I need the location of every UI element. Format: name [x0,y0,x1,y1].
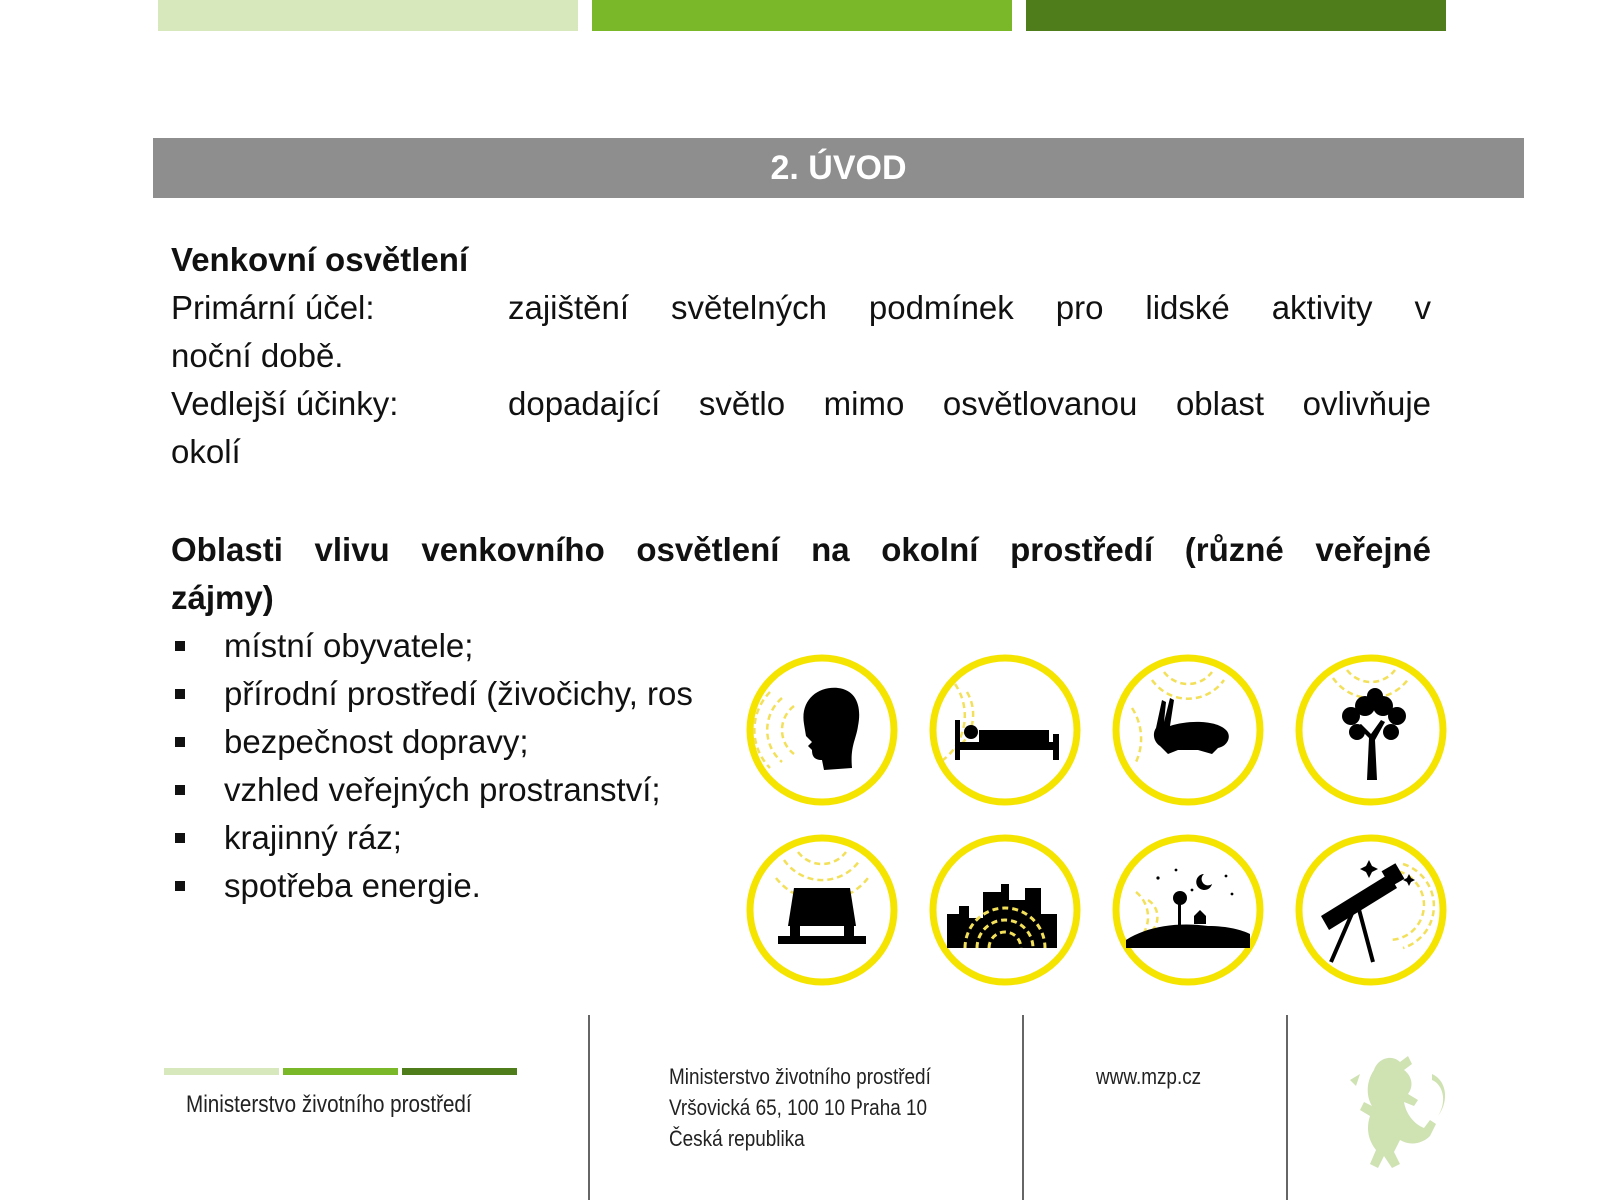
bullet-icon [175,689,185,699]
list-item [171,622,693,670]
footer-logo-text: Ministerstvo životního prostředí [186,1091,472,1118]
czech-lion-emblem-icon [1338,1040,1458,1190]
list-item-text: přírodní prostředí (živočichy, ros [224,675,693,712]
list-item [171,766,693,814]
list-item-text: bezpečnost dopravy; [224,723,529,760]
night-landscape-icon [1108,830,1268,990]
footer-bar-light [164,1068,279,1075]
list-item-text: vzhled veřejných prostranství; [224,771,661,808]
intro-heading: Venkovní osvětlení [171,241,469,278]
address-line: Vršovická 65, 100 10 Praha 10 [669,1095,928,1120]
intro-continuation: noční době. [171,337,344,374]
list-item [171,718,693,766]
list-item-text: krajinný ráz; [224,819,402,856]
areas-list [171,622,693,910]
list-item-text: spotřeba energie. [224,867,481,904]
areas-heading [171,526,1431,622]
footer-web-link[interactable]: www.mzp.cz [1096,1064,1202,1089]
top-bar-dark [1026,0,1446,31]
section-header: 2. ÚVOD [153,138,1524,198]
person-in-bed-icon [925,650,1085,810]
intro-value: dopadající světlo mimo osvětlovanou oblast ovlivňuje [508,385,1431,422]
intro-section [171,236,1431,476]
footer-bar-mid [283,1068,398,1075]
intro-key: Vedlejší účinky: [171,385,399,422]
top-bar-light [158,0,578,31]
rabbit-icon [1108,650,1268,810]
city-skyline-icon [925,830,1085,990]
intro-continuation: okolí [171,433,241,470]
bullet-icon [175,833,185,843]
intro-value: zajištění světelných podmínek pro lidské aktivity v [508,289,1431,326]
list-item [171,814,693,862]
areas-heading-line: zájmy) [171,579,274,616]
intro-key: Primární účel: [171,289,375,326]
footer-divider [1286,1015,1288,1200]
car-icon [742,830,902,990]
footer-divider [1022,1015,1024,1200]
footer-address [669,1061,931,1154]
intro-row-primary [171,284,1431,332]
list-item [171,862,693,910]
bullet-icon [175,641,185,651]
impact-icons-grid [742,650,1462,990]
list-item-text: místní obyvatele; [224,627,474,664]
bullet-icon [175,785,185,795]
telescope-icon [1291,830,1451,990]
bullet-icon [175,737,185,747]
bullet-icon [175,881,185,891]
human-head-icon [742,650,902,810]
tree-icon [1291,650,1451,810]
top-bar-mid [592,0,1012,31]
address-line: Česká republika [669,1126,805,1151]
address-line: Ministerstvo životního prostředí [669,1064,931,1089]
areas-heading-line: Oblasti vlivu venkovního osvětlení na okolní prostředí (různé veřejné [171,531,1431,568]
intro-row-side-effects [171,380,1431,428]
footer-divider [588,1015,590,1200]
list-item [171,670,693,718]
footer-bar-dark [402,1068,517,1075]
